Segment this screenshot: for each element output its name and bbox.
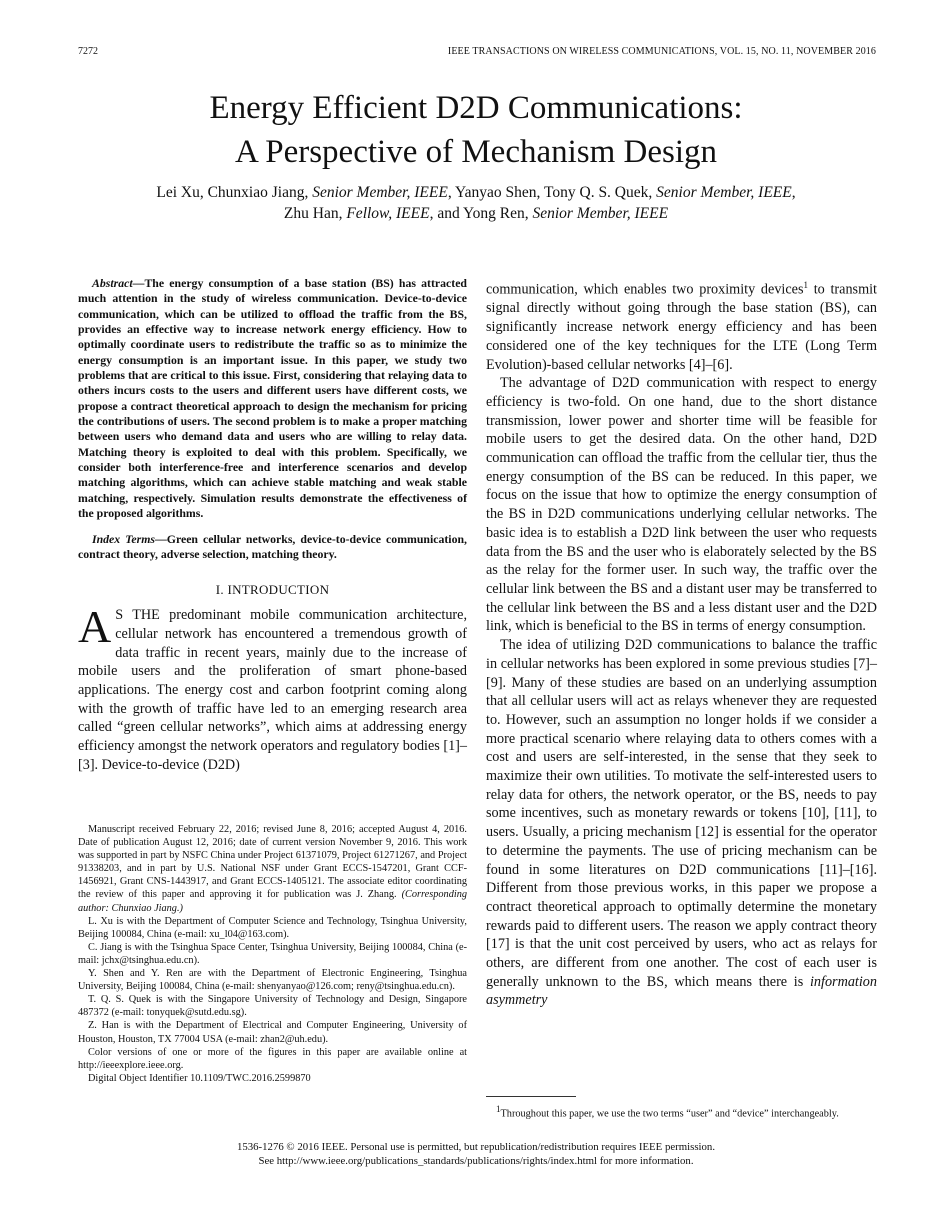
copyright-line-2: See http://www.ieee.org/publications_standards/publications/rights/index.html for more information.: [258, 1155, 694, 1167]
index-terms-label: Index Terms: [92, 531, 155, 546]
right-paragraph-2: The advantage of D2D communication with respect to energy efficiency is two-fold. On one hand, due to the short distance transmission, lower power and shorter time will be feasible for mobile users to get the desired data. On the other hand, D2D communication can offload the traffic from the cellular tier, thus the energy consumption of the BS can be reduced. In this paper, we focus on the issue that how to optimize the energy consumption of the BS in D2D communications underlying cellular networks. The basic idea is to establish a D2D link between the user who requests data from the BS and the user who is elaborately selected by the BS as the relay for the former user. In such way, the traffic over the cellular link between the BS and a distant user may be transferred to the cellular link between the BS and a less distant user and the D2D link, which is beneficial to the BS in terms of energy consumption.: [486, 375, 877, 635]
affiliation-quek: T. Q. S. Quek is with the Singapore University of Technology and Design, Singapore 487372 (e-mail: tonyquek@sutd.edu.sg).: [78, 994, 467, 1019]
title-line-1: Energy Efficient D2D Communications:: [209, 90, 743, 126]
affiliation-jiang: C. Jiang is with the Tsinghua Space Center, Tsinghua University, Beijing 100084, China (e-mail: jchx@tsinghua.edu.cn).: [78, 941, 467, 966]
right-paragraph-3: [486, 636, 877, 1010]
right-paragraph-1: [486, 276, 877, 374]
footnote-marker: 1: [803, 280, 808, 290]
affiliation-han: Z. Han is with the Department of Electrical and Computer Engineering, University of Houston, Houston, TX 77004 USA (e-mail: zhan2@uh.edu).: [78, 1020, 467, 1045]
paper-title: [0, 86, 952, 174]
author-membership: Senior Member, IEEE: [532, 205, 669, 222]
abstract-label: Abstract: [92, 276, 133, 290]
index-terms-dash: —: [154, 531, 167, 546]
footnote-divider: [486, 1096, 576, 1097]
abstract-text: The energy consumption of a base station (BS) has attracted much attention in the study of wireless communication. Device-to-device communication, which can be utilized to offload the traffic from the BS, provides an effective way to increase network energy efficiency. How to optimally coordinate users to redistribute the traffic so as to minimize the energy consumption is an important issue. In this paper, we study two problems that are critical to this issue. First, considering that relaying data to others incurs costs to the users and different users have different costs, we propose a contract theoretical approach to design the mechanism for pricing the contributions of users. The second problem is to make a proper matching between users who demand data and users who are willing to relay data. Matching theory is exploited to deal with this problem. Specifically, we consider both interference-free and interference scenarios and develop matching algorithms, which can achieve stable matching and weak stable matching, respectively. Simulation results demonstrate the effectiveness of the proposed algorithms.: [78, 276, 467, 521]
author-names: Lei Xu, Chunxiao Jiang,: [156, 184, 313, 201]
right-column: [486, 276, 877, 1010]
abstract: [78, 276, 467, 522]
title-line-2: A Perspective of Mechanism Design: [234, 134, 718, 170]
emphasis-text: information asymmetry: [486, 973, 877, 1009]
authors-line-1: [0, 182, 952, 203]
author-membership: Senior Member, IEEE: [656, 184, 792, 201]
footnotes-left: [78, 823, 467, 1085]
right-text: The idea of utilizing D2D communications to balance the traffic in cellular networks has been explored in some previous studies [7]–[9]. Many of these studies are based on an underlying assumption that all cellular users will act as relays whenever they are requested to. However, such an assumption no longer holds if we consider a more practical scenario where relaying data to others comes with a cost and users are self-interested, in the sense that they seek to maximize their own utilities. To motivate the self-interested users to relay data for others, the network operator, or the BS, needs to pay some incentives, such as monetary rewards or tokens [10], [11], to users. Usually, a pricing mechanism [12] is essential for the operator to determine the payments. The use of pricing mechanism can be found in some literatures on D2D communications [11]–[16]. Different from those previous works, in this paper we propose a contract theoretical approach to optimally determine the monetary rewards paid to different users. The reason we apply contract theory [17] is that the unit cost perceived by users, who act as relays for others, are different from one another. The cost of each user is generally unknown to the BS, which means there is: [486, 637, 877, 990]
author-separator: ,: [791, 184, 796, 201]
drop-cap: A: [78, 601, 112, 653]
copyright-line-1: 1536-1276 © 2016 IEEE. Personal use is permitted, but republication/redistribution requires IEEE permission.: [236, 1141, 716, 1153]
author-membership: Fellow, IEEE: [346, 205, 430, 222]
color-note: Color versions of one or more of the figures in this paper are available online at http://ieeexplore.ieee.org.: [78, 1046, 467, 1071]
footnote-mark: 1: [496, 1104, 501, 1114]
doi: Digital Object Identifier 10.1109/TWC.2016.2599870: [88, 1072, 311, 1084]
section-heading: I. INTRODUCTION: [215, 582, 330, 598]
authors-line-2: [0, 203, 952, 224]
intro-text: S THE predominant mobile communication architecture, cellular network has encountered a tremendous growth of data traffic in recent years, mainly due to the increase of mobile users and the proliferation of smart phone-based applications. The energy cost and carbon footprint coming along with the growth of traffic have led to an emerging research area called “green cellular networks”, which aims at addressing energy efficiency amongst the network operators and regulatory bodies [1]–[3]. Device-to-device (D2D): [78, 607, 467, 773]
index-terms: [78, 532, 467, 563]
page-number: 7272: [78, 46, 98, 57]
manuscript-note: [78, 823, 467, 915]
footnote-1: [486, 1102, 877, 1121]
footnote-text: Throughout this paper, we use the two terms “user” and “device” interchangeably.: [500, 1108, 839, 1120]
author-names: , and Yong Ren,: [429, 205, 533, 222]
left-column: [78, 276, 467, 775]
author-names: , Yanyao Shen, Tony Q. S. Quek,: [447, 184, 657, 201]
journal-header: IEEE TRANSACTIONS ON WIRELESS COMMUNICATIONS, VOL. 15, NO. 11, NOVEMBER 2016: [447, 46, 876, 57]
author-membership: Senior Member, IEEE: [312, 184, 448, 201]
intro-paragraph: [78, 601, 467, 774]
right-text: to transmit signal directly without going through the base station (BS), can significantly increase network energy efficiency and has been considered one of the key techniques for the LTE (Long Term Evolution)-based cellular networks [4]–[6].: [486, 281, 877, 373]
affiliation-xu: L. Xu is with the Department of Computer Science and Technology, Tsinghua University, Beijing 100084, China (e-mail: xu_l04@163.com).: [78, 915, 467, 940]
right-text: communication, which enables two proximity devices: [486, 281, 804, 298]
abstract-dash: —: [132, 276, 145, 290]
affiliation-shen-ren: Y. Shen and Y. Ren are with the Department of Electronic Engineering, Tsinghua University, Beijing 100084, China (e-mail: shenyanyao@126.com; reny@tsinghua.edu.cn).: [78, 968, 467, 993]
index-terms-text: Green cellular networks, device-to-device communication, contract theory, adverse selection, matching theory.: [78, 531, 467, 561]
footnote-right: [486, 1102, 877, 1121]
corresponding-author: (Corresponding author: Chunxiao Jiang.): [78, 889, 467, 914]
manuscript-text: Manuscript received February 22, 2016; revised June 8, 2016; accepted August 4, 2016. Date of publication August 12, 2016; date of current version November 9, 2016. This work was supported in part by NSFC China under Project 61371079, Project 61271267, and Project 91338203, and in part by U.S. National NSF under Grant ECCS-1547201, Grant CCF-1456921, Grant CNS-1443917, and Grant ECCS-1405121. The associate editor coordinating the review of this paper and approving it for publication was J. Zhang.: [78, 824, 467, 901]
copyright-footer: [0, 1140, 952, 1168]
author-names: Zhu Han,: [283, 205, 347, 222]
author-list: [0, 182, 952, 224]
